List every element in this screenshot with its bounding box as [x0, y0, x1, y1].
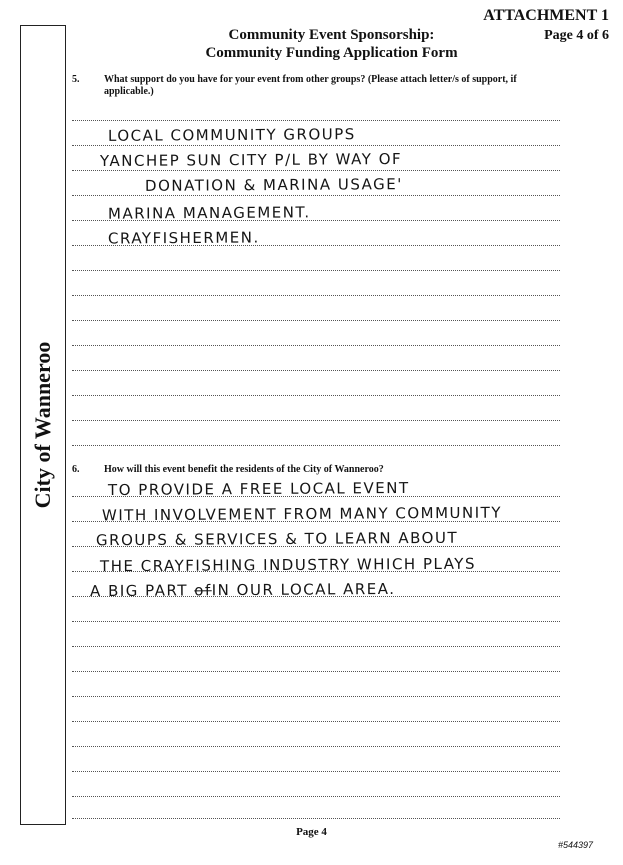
- q5-answer-line-4: MARINA MANAGEMENT.: [107, 203, 311, 223]
- answer-line: [72, 671, 560, 672]
- q6-answer-line-1: TO PROVIDE A FREE LOCAL EVENT: [107, 478, 410, 500]
- form-title: [60, 26, 603, 62]
- answer-line: [72, 395, 560, 396]
- answer-line: [72, 721, 560, 722]
- answer-line: [72, 796, 560, 797]
- answer-line: [72, 295, 560, 296]
- sidebar-frame: [20, 25, 66, 825]
- q6-answer-struck-word: of: [194, 581, 212, 600]
- answer-line: [72, 696, 560, 697]
- q6-answer-line-5-start: A BIG PART: [89, 581, 195, 601]
- q5-answer-line-3: DONATION & MARINA USAGE': [144, 175, 403, 195]
- page-footer: Page 4: [296, 826, 327, 838]
- answer-line: [72, 445, 560, 446]
- answer-line: [72, 621, 560, 622]
- answer-line: [72, 771, 560, 772]
- answer-line: [72, 320, 560, 321]
- answer-line: [72, 420, 560, 421]
- question-5-text: What support do you have for your event from other groups? (Please attach letter/s of support, if applicable.): [104, 74, 517, 97]
- q6-answer-line-5-end: IN OUR LOCAL AREA.: [211, 579, 396, 600]
- document-reference: #544397: [557, 840, 593, 850]
- page-of-label: Page 4 of 6: [544, 28, 609, 43]
- q5-answer-line-1: LOCAL COMMUNITY GROUPS: [107, 125, 356, 145]
- sidebar-org-name: City of Wanneroo: [30, 341, 55, 509]
- q5-answer-line-5: CRAYFISHERMEN.: [107, 228, 260, 248]
- answer-line: [72, 646, 560, 647]
- answer-line: [72, 170, 560, 171]
- question-5-number: 5.: [72, 74, 80, 85]
- form-title-line1: Community Event Sponsorship:: [228, 27, 435, 43]
- form-title-line2: Community Funding Application Form: [205, 45, 458, 61]
- q6-answer-line-5: [90, 580, 396, 600]
- answer-line: [72, 120, 560, 121]
- answer-line: [72, 145, 560, 146]
- answer-line: [72, 370, 560, 371]
- answer-line: [72, 345, 560, 346]
- q6-answer-line-2: WITH INVOLVEMENT FROM MANY COMMUNITY: [101, 503, 503, 525]
- attachment-label: ATTACHMENT 1: [483, 7, 609, 24]
- answer-line: [72, 270, 560, 271]
- answer-line: [72, 195, 560, 196]
- question-6-text: How will this event benefit the residents of the City of Wanneroo?: [104, 464, 384, 475]
- answer-line: [72, 818, 560, 819]
- q5-answer-line-2: YANCHEP SUN CITY P/L BY WAY OF: [99, 149, 403, 171]
- q6-answer-line-4: THE CRAYFISHING INDUSTRY WHICH PLAYS: [99, 554, 477, 576]
- question-6-number: 6.: [72, 464, 80, 475]
- q6-answer-line-3: GROUPS & SERVICES & TO LEARN ABOUT: [95, 528, 459, 550]
- answer-line: [72, 746, 560, 747]
